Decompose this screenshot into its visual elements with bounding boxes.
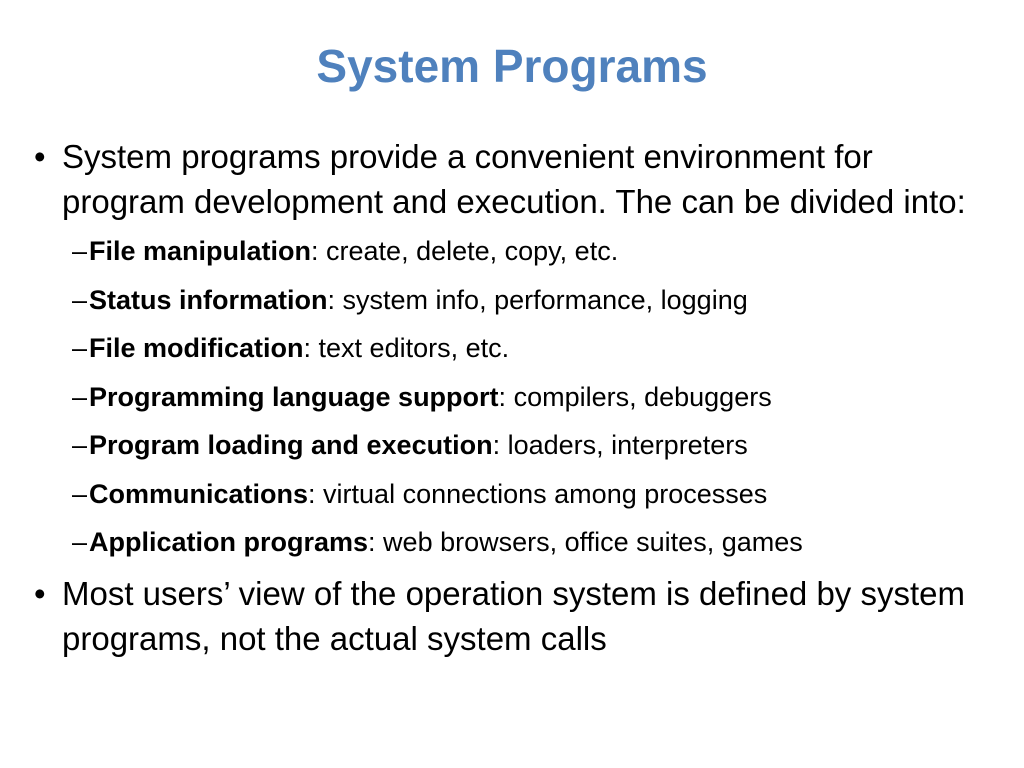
bullet-text: System programs provide a convenient environment for program development and execution. The can be divided into: (62, 138, 966, 220)
sub-item-desc: virtual connections among processes (315, 478, 768, 509)
sub-item-term: Programming language support (89, 381, 499, 412)
sub-item-application-programs (72, 525, 994, 559)
sub-item-separator: : (311, 236, 319, 266)
sub-item-term: File modification (89, 333, 304, 363)
sub-item-desc: system info, performance, logging (335, 284, 748, 315)
sub-item-desc: compilers, debuggers (506, 381, 772, 412)
dash-icon: – (72, 284, 88, 315)
dash-icon: – (72, 527, 88, 557)
slide-title: System Programs (316, 40, 708, 92)
dash-icon: – (72, 381, 88, 412)
sub-item-programming-language-support (72, 380, 994, 414)
bullet-item (34, 134, 994, 224)
sub-item-separator: : (308, 478, 316, 509)
sub-item-program-loading (72, 428, 994, 462)
sub-item-desc: loaders, interpreters (500, 430, 748, 460)
bullet-icon: • (34, 575, 46, 612)
slide-body (34, 134, 994, 661)
sub-item-term: Status information (89, 284, 328, 315)
sub-list (34, 234, 994, 559)
sub-item-separator: : (498, 381, 507, 412)
sub-item-separator: : (492, 430, 501, 460)
bullet-item (34, 571, 994, 661)
sub-item-file-manipulation (72, 234, 994, 268)
dash-icon: – (72, 236, 88, 266)
sub-item-separator: : (368, 527, 376, 557)
sub-item-separator: : (303, 333, 312, 363)
sub-item-desc: text editors, etc. (311, 333, 510, 363)
sub-item-desc: web browsers, office suites, games (375, 527, 803, 557)
sub-item-separator: : (327, 284, 336, 315)
sub-item-file-modification (72, 331, 994, 365)
sub-item-term: Application programs (89, 527, 369, 557)
sub-item-communications (72, 477, 994, 511)
sub-item-status-information (72, 283, 994, 317)
bullet-icon: • (34, 138, 46, 175)
dash-icon: – (72, 478, 88, 509)
sub-item-term: Communications (89, 478, 309, 509)
sub-item-term: File manipulation (89, 236, 312, 266)
sub-item-term: Program loading and execution (89, 430, 493, 460)
dash-icon: – (72, 333, 88, 363)
bullet-text: Most users’ view of the operation system is defined by system programs, not the actual system calls (62, 575, 965, 657)
dash-icon: – (72, 430, 88, 460)
sub-item-desc: create, delete, copy, etc. (318, 236, 619, 266)
